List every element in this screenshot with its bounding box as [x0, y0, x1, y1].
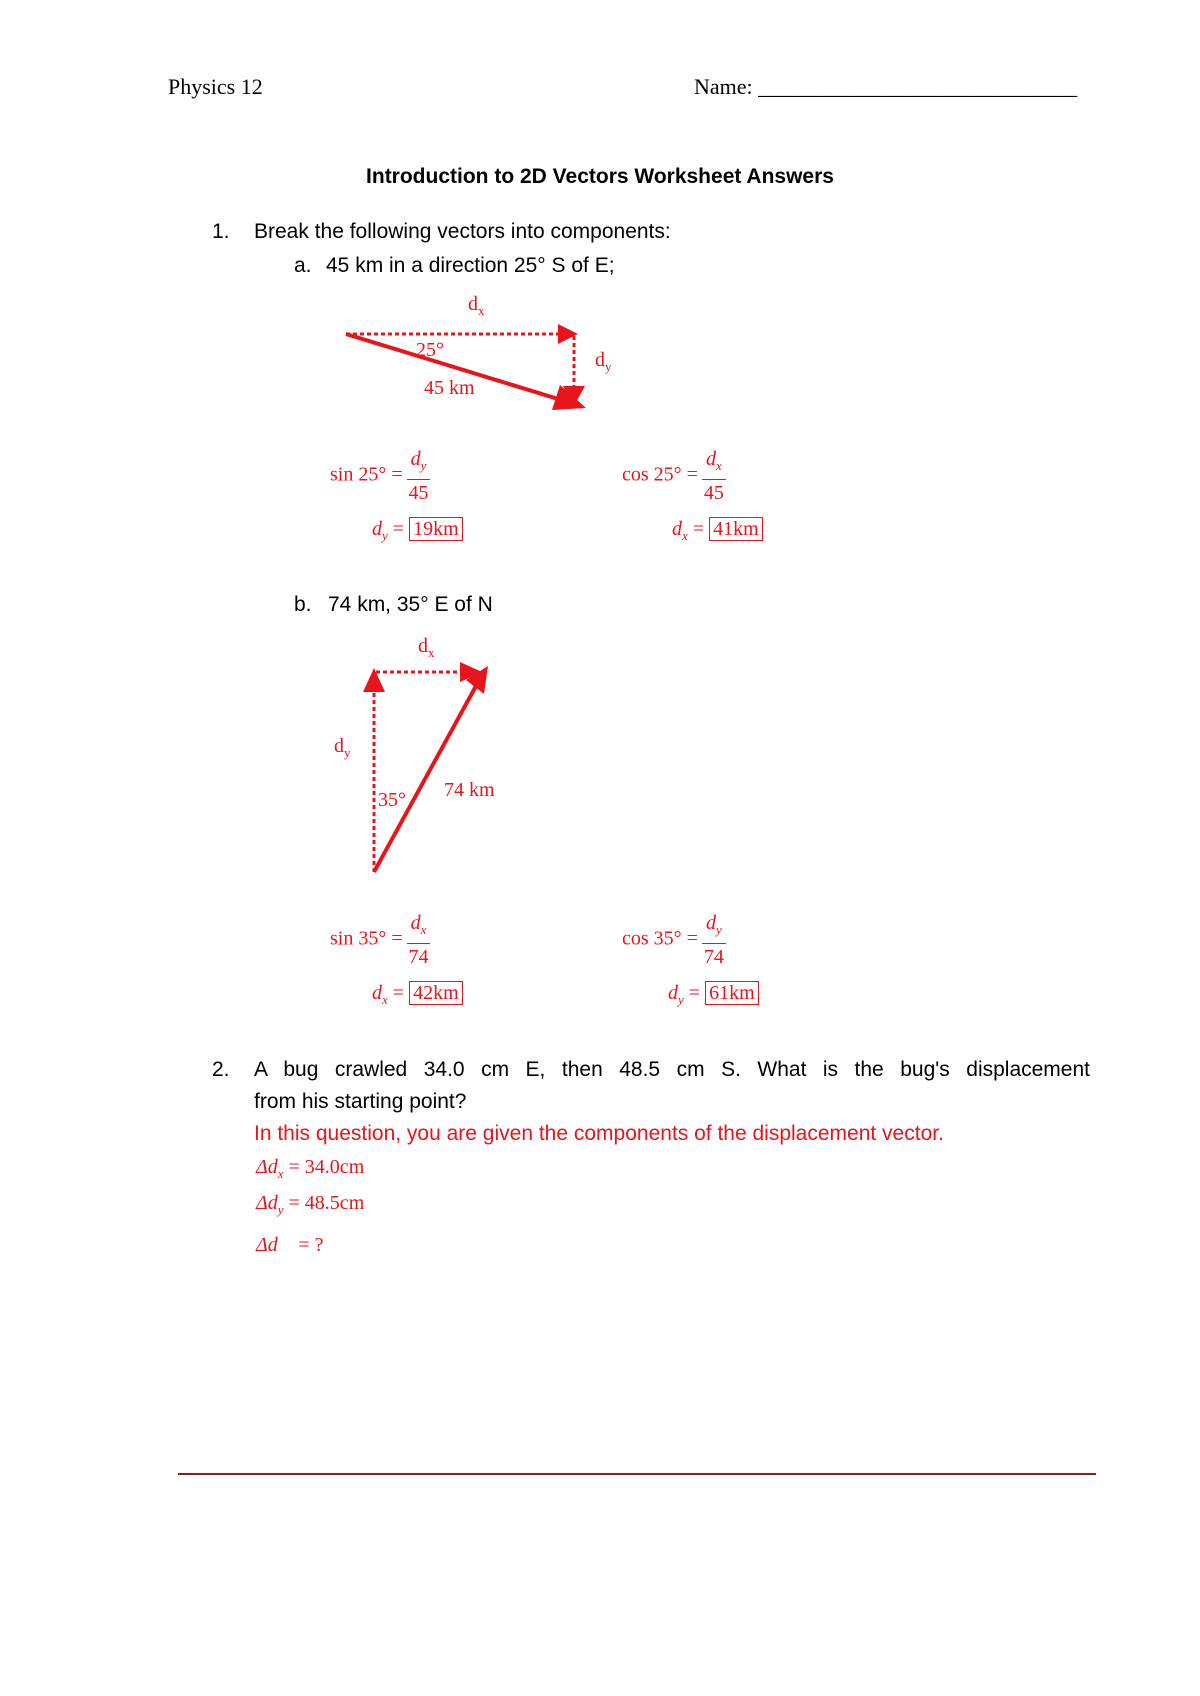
q2-answer-note: In this question, you are given the components of the displacement vector.: [254, 1122, 944, 1145]
dx-label: $d_x$: [418, 635, 435, 660]
magnitude-label: 45 km: [424, 377, 475, 399]
unknown-displacement: Δd⃗ = ?: [256, 1234, 324, 1256]
q1a-letter: a.: [294, 254, 312, 277]
q2-line2: from his starting point?: [254, 1090, 467, 1113]
dy-label: $d_y$: [334, 735, 351, 760]
footer-rule: [178, 1473, 1096, 1475]
eq-1a-cos: cos 25° = $\frac{d_x}{45}$: [622, 448, 724, 504]
result-1b-dy: $d_y = 61km$: [668, 982, 759, 1008]
dy-arrowhead: [363, 668, 385, 692]
angle-label: 35°: [378, 789, 406, 811]
q2-number: 2.: [212, 1058, 230, 1081]
q1-number: 1.: [212, 220, 230, 243]
angle-label: 25°: [416, 339, 444, 361]
diagram-1a: [330, 286, 630, 426]
magnitude-label: 74 km: [444, 779, 495, 801]
result-1a-dy: $d_y = 19km$: [372, 518, 463, 544]
q1-prompt: Break the following vectors into components:: [254, 220, 671, 243]
eq-1a-sin: sin 25° = $\frac{d_y}{45}$: [330, 448, 429, 504]
result-1b-dx: $d_x = 42km$: [372, 982, 463, 1008]
answer-box: 42km: [409, 981, 463, 1005]
diagram-1b: [326, 630, 526, 880]
dx-arrowhead: [558, 324, 578, 344]
q2-line1: A bug crawled 34.0 cm E, then 48.5 cm S. What is the bug's displacement: [254, 1058, 1090, 1081]
dx-label: $d_x$: [468, 293, 485, 318]
answer-box: 61km: [705, 981, 759, 1005]
given-dx: $\Delta d_x = 34.0cm$: [256, 1156, 365, 1181]
name-field-label: Name: _____________________________: [694, 74, 1078, 99]
result-1a-dx: $d_x = 41km$: [672, 518, 763, 544]
course-label: Physics 12: [168, 74, 263, 99]
page-title: Introduction to 2D Vectors Worksheet Answers: [366, 165, 834, 188]
q1b-text: 74 km, 35° E of N: [328, 593, 493, 616]
answer-box: 41km: [709, 517, 763, 541]
dy-label: $d_y$: [595, 349, 612, 374]
q1b-letter: b.: [294, 593, 312, 616]
answer-box: 19km: [409, 517, 463, 541]
eq-1b-cos: cos 35° = $\frac{d_y}{74}$: [622, 912, 724, 968]
eq-1b-sin: sin 35° = $\frac{d_x}{74}$: [330, 912, 429, 968]
q1a-text: 45 km in a direction 25° S of E;: [326, 254, 615, 277]
given-dy: $\Delta d_y = 48.5cm$: [256, 1192, 365, 1217]
